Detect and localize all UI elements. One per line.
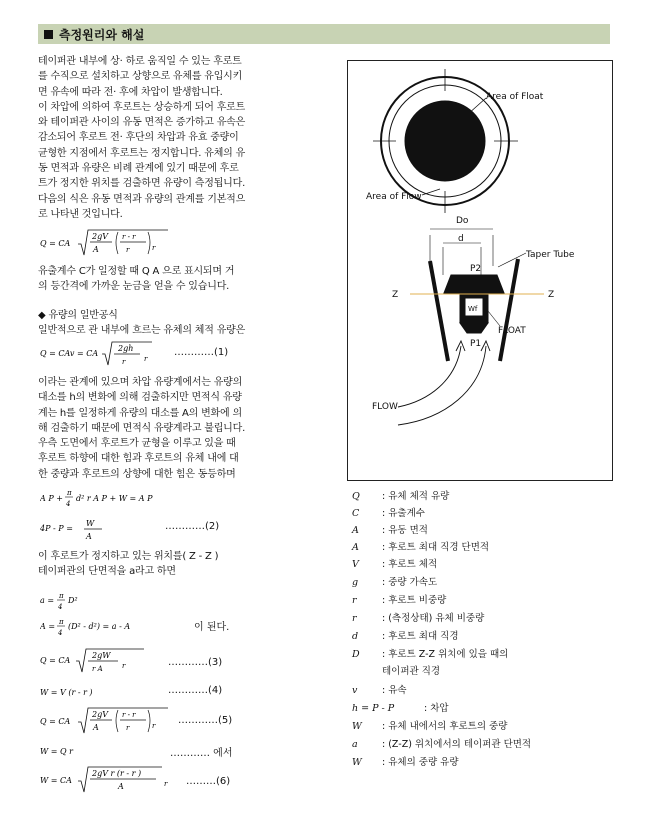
equation-2 xyxy=(40,516,130,545)
leader-flow xyxy=(422,189,440,195)
equation-number-1: …………(1) xyxy=(174,347,229,358)
svg-text:r: r xyxy=(126,246,130,254)
svg-text:4P - P =: 4P - P = xyxy=(40,524,73,533)
svg-text:W = Q r: W = Q r xyxy=(40,747,73,756)
svg-text:r: r xyxy=(126,724,130,732)
svg-text:W = CA: W = CA xyxy=(40,776,72,785)
legend-description: : 후로트 최대 직경 xyxy=(382,631,459,642)
legend-description: : (Z-Z) 위치에서의 테이퍼관 단면적 xyxy=(382,739,532,750)
text-line: 로 나타낸 것입니다. xyxy=(38,208,123,220)
svg-text:2gV: 2gV xyxy=(92,232,108,241)
svg-text:a =: a = xyxy=(40,596,55,605)
equation-area-a-svg xyxy=(40,590,110,612)
svg-text:r: r xyxy=(144,355,148,363)
text-line: 테이퍼관 내부에 상· 하로 움직일 수 있는 후로트 xyxy=(38,56,242,67)
legend-symbol: h = P - P xyxy=(352,703,395,714)
text-line: 트가 정지한 위치를 검출하면 유량이 측정됩니다. xyxy=(38,178,246,190)
equation-W xyxy=(40,743,100,762)
label-z-left: Z xyxy=(392,290,399,300)
label-do: Do xyxy=(456,216,469,226)
subsection-title: ◆ 유량의 일반공식 xyxy=(38,310,118,321)
text-line: 한 중량과 후로트의 상향에 대한 힘은 동등하며 xyxy=(38,468,236,480)
equation-area-a xyxy=(40,590,110,615)
equation-number-3: …………(3) xyxy=(168,657,223,668)
equation-2-svg xyxy=(40,516,130,542)
svg-text:Q = CA: Q = CA xyxy=(40,239,71,248)
equation-5 xyxy=(40,706,170,739)
equation-number-5: …………(5) xyxy=(178,715,233,726)
equation-number-2: …………(2) xyxy=(165,521,220,532)
legend-symbol: D xyxy=(352,649,360,660)
symbol-legend xyxy=(352,488,612,788)
general-formula-section xyxy=(38,308,330,339)
equation-force-balance-svg xyxy=(40,487,190,511)
legend-description: : 유체 내에서의 후로트의 중량 xyxy=(382,721,508,732)
text-line: 균형한 지점에서 후로트는 정지합니다. 유체의 유 xyxy=(38,147,246,159)
svg-text:W: W xyxy=(86,519,95,528)
text-line: 일반적으로 관 내부에 흐르는 유체의 체적 유량은 xyxy=(38,325,246,337)
rotameter-figure xyxy=(347,60,613,481)
svg-text:2gh: 2gh xyxy=(118,344,134,353)
label-area-of-flow: Area of Flow xyxy=(366,192,422,202)
text-line: 유출계수 C가 일정할 때 Q A 으로 표시되며 거 xyxy=(38,266,235,277)
equation-basic xyxy=(40,228,170,261)
legend-symbol: d xyxy=(352,631,359,642)
section-title: 측정원리와 해설 xyxy=(59,27,145,42)
svg-text:r: r xyxy=(122,662,126,670)
text-line: 이라는 관계에 있으며 차압 유량계에서는 유량의 xyxy=(38,377,243,388)
float-body xyxy=(444,275,504,293)
svg-text:A: A xyxy=(93,723,99,732)
legend-description: : 차압 xyxy=(424,703,449,714)
intro-paragraph xyxy=(38,54,330,222)
legend-symbol: A xyxy=(352,542,359,553)
svg-text:d² r A P + W = A P: d² r A P + W = A P xyxy=(76,494,153,503)
equation-1-svg xyxy=(40,340,160,368)
label-flow: FLOW xyxy=(372,402,398,412)
text-line: 테이퍼관의 단면적을 a라고 하면 xyxy=(38,566,176,578)
label-p1: P1 xyxy=(470,339,482,349)
svg-text:A: A xyxy=(86,532,92,541)
equation-number-W: ………… 에서 xyxy=(170,748,233,759)
text-line: 를 수직으로 설치하고 상향으로 유체를 유입시키 xyxy=(38,71,243,83)
svg-text:π: π xyxy=(67,489,72,497)
svg-text:r: r xyxy=(122,358,126,366)
svg-text:Q = CA: Q = CA xyxy=(40,717,71,726)
svg-text:A =: A = xyxy=(40,622,56,631)
legend-description: : 유속 xyxy=(382,685,407,696)
text-line: 이 후로트가 정지하고 있는 위치를( Z - Z ) xyxy=(38,551,219,562)
legend-symbol: a xyxy=(352,739,358,750)
legend-description: : 후로트 Z-Z 위치에 있을 때의 xyxy=(382,649,509,660)
equation-number-4: …………(4) xyxy=(168,685,223,696)
text-line: 대소를 h의 변화에 의해 검출하지만 면적식 유량 xyxy=(38,392,242,404)
text-line: 다음의 식은 유동 면적과 유량의 관계를 기본적으 xyxy=(38,193,246,205)
equation-3 xyxy=(40,647,160,678)
svg-text:A: A xyxy=(93,245,99,254)
equation-4 xyxy=(40,683,130,704)
legend-description: : (측정상태) 유체 비중량 xyxy=(382,613,485,624)
legend-description: : 후로트 최대 직경 단면적 xyxy=(382,542,490,553)
equation-area-A xyxy=(40,616,160,641)
legend-description: : 유체의 중량 유량 xyxy=(382,757,459,768)
section-header xyxy=(38,24,610,44)
label-z-right: Z xyxy=(548,290,555,300)
svg-text:4: 4 xyxy=(58,629,63,637)
svg-text:r: r xyxy=(152,722,156,730)
stop-position-text xyxy=(38,549,330,580)
svg-text:A: A xyxy=(118,782,124,791)
legend-symbol: Q xyxy=(352,491,360,502)
legend-symbol: r xyxy=(352,613,357,624)
text-line: 감소되어 후로트 전· 후단의 차압과 유효 중량이 xyxy=(38,132,239,144)
equation-4-svg xyxy=(40,683,130,701)
legend-symbol: v xyxy=(352,685,358,696)
label-d: d xyxy=(458,234,464,244)
legend-symbol: r xyxy=(352,595,357,606)
text-line: 면 유속에 따라 전· 후에 차압이 발생합니다. xyxy=(38,86,223,98)
body-paragraph-2 xyxy=(38,375,330,482)
svg-text:r A: r A xyxy=(92,665,103,673)
legend-description: : 후로트 비중량 xyxy=(382,595,447,606)
text-line: 와 테이퍼관 사이의 유동 면적은 증가하고 유속은 xyxy=(38,117,246,129)
equation-number-6: ………(6) xyxy=(186,776,231,787)
label-p2: P2 xyxy=(470,264,482,274)
svg-text:4: 4 xyxy=(66,500,71,508)
svg-text:r: r xyxy=(164,780,168,788)
equation-area-A-svg xyxy=(40,616,160,638)
rotameter-diagram xyxy=(348,61,612,480)
label-float: FLOAT xyxy=(498,326,526,336)
text-line: 의 등간격에 가까운 눈금을 얻을 수 있습니다. xyxy=(38,281,230,293)
legend-symbol: W xyxy=(352,757,362,768)
legend-description: : 유동 면적 xyxy=(382,525,428,536)
text-line: 후로트 하향에 대한 힘과 후로트의 유체 내에 대 xyxy=(38,453,239,465)
float-circle xyxy=(405,101,485,181)
svg-text:2gW: 2gW xyxy=(92,651,111,660)
equation-5-svg xyxy=(40,706,170,736)
equation-basic-svg xyxy=(40,228,170,258)
legend-description: : 중량 가속도 xyxy=(382,577,438,588)
legend-description: : 유출계수 xyxy=(382,508,425,519)
text-line: 계는 h를 일정하게 유량의 대소를 A의 변화에 의 xyxy=(38,407,242,419)
legend-symbol: C xyxy=(352,508,360,519)
text-line: 우측 도면에서 후로트가 균형을 이루고 있을 때 xyxy=(38,438,236,450)
svg-text:r - r: r - r xyxy=(122,711,136,719)
equation-3-svg xyxy=(40,647,160,675)
text-line: 이 차압에 의하여 후로트는 상승하게 되어 후로트 xyxy=(38,101,246,113)
legend-symbol: g xyxy=(352,577,359,588)
label-taper-tube: Taper Tube xyxy=(526,250,575,260)
legend-symbol: W xyxy=(352,721,362,732)
svg-text:π: π xyxy=(59,592,64,600)
tube-wall-right xyxy=(500,259,518,361)
svg-text:2gV: 2gV xyxy=(92,710,108,719)
svg-text:r: r xyxy=(152,244,156,252)
legend-symbol: V xyxy=(352,559,359,570)
svg-text:r - r: r - r xyxy=(122,233,136,241)
text-line: 동 면적과 유량은 비례 관계에 있기 때문에 후로 xyxy=(38,163,239,175)
legend-description: : 후로트 체적 xyxy=(382,559,438,570)
equation-6 xyxy=(40,765,190,798)
equation-force-balance xyxy=(40,487,190,514)
equation-W-svg xyxy=(40,743,100,759)
legend-description: 테이퍼관 직경 xyxy=(382,666,441,677)
square-bullet-icon xyxy=(44,30,53,39)
svg-text:π: π xyxy=(59,618,64,626)
svg-text:W = V (r - r ): W = V (r - r ) xyxy=(40,688,93,697)
svg-text:(D² - d²) = a - A: (D² - d²) = a - A xyxy=(68,622,131,631)
coef-paragraph xyxy=(38,264,330,295)
svg-text:Q = CAv = CA: Q = CAv = CA xyxy=(40,349,99,358)
text-line: 해 검출하기 때문에 면적식 유량계라고 불립니다. xyxy=(38,422,246,434)
legend-symbol: A xyxy=(352,525,359,536)
tube-wall-left xyxy=(430,261,448,361)
equation-1 xyxy=(40,340,160,371)
svg-text:D²: D² xyxy=(68,596,78,605)
label-area-of-float: Area of Float xyxy=(486,92,544,102)
legend-description: : 유체 체적 유량 xyxy=(382,491,450,502)
svg-text:4: 4 xyxy=(58,603,63,611)
svg-text:Q = CA: Q = CA xyxy=(40,656,71,665)
svg-text:2gV r (r - r ): 2gV r (r - r ) xyxy=(92,769,142,778)
result-text: 이 된다. xyxy=(194,622,230,633)
equation-6-svg xyxy=(40,765,190,795)
label-wf: Wf xyxy=(468,305,478,313)
svg-text:A P +: A P + xyxy=(40,494,63,503)
